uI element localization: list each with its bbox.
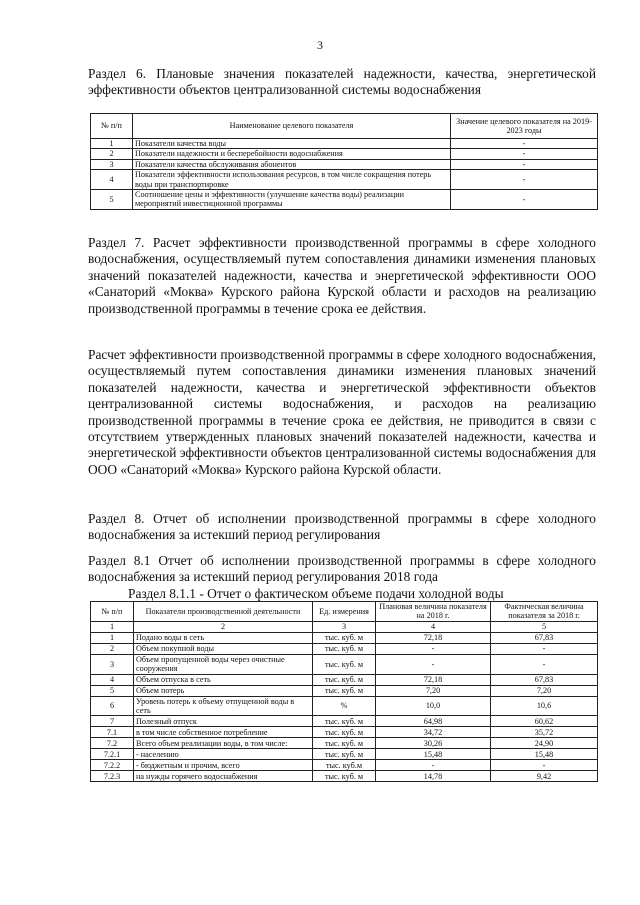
section-8-heading: Раздел 8. Отчет об исполнении производственной программы в сфере холодного водоснабжения за истекший период регулирования (88, 511, 596, 543)
header-cell: № п/п (91, 114, 133, 139)
table-cell: Показатели качества обслуживания абонентов (133, 159, 451, 169)
table-cell: - (451, 170, 598, 190)
table-header-row (91, 114, 598, 139)
table-cell: на нужды горячего водоснабжения (134, 771, 313, 782)
table-cell: тыс. куб. м (313, 716, 376, 727)
table-cell: - (491, 654, 598, 674)
table-row (91, 170, 598, 190)
table-cell: - (451, 190, 598, 210)
table-cell: Показатели эффективности использования ресурсов, в том числе сокращения потерь воды при транспортировке (133, 170, 451, 190)
table-cell: тыс. куб. м (313, 654, 376, 674)
table-cell: Объем отпуска в сеть (134, 674, 313, 685)
table-row (91, 159, 598, 169)
header-cell: Ед. измерения (313, 602, 376, 622)
table-cell: - (376, 760, 491, 771)
table-cell: 72,18 (376, 674, 491, 685)
table-cell: - (491, 643, 598, 654)
table-cell: 7.1 (91, 727, 134, 738)
table-cell: 3 (91, 159, 133, 169)
table-cell: 1 (91, 139, 133, 149)
table-row (91, 685, 598, 696)
section-7-heading: Раздел 7. Расчет эффективности производственной программы в сфере холодного водоснабжения, осуществляемый путем сопоставления динамики изменения плановых значений показателей надежности, качества и энергетической эффективности ООО «Санаторий «Моква» Курского района Курской области и расходов на реализацию производственной программы в течение срока ее действия. (88, 235, 596, 316)
table-cell: 5 (91, 685, 134, 696)
table-cell: 24,90 (491, 738, 598, 749)
table-cell: 2 (134, 621, 313, 632)
table-cell: 60,62 (491, 716, 598, 727)
table-cell: 5 (491, 621, 598, 632)
page-number: 3 (317, 38, 323, 52)
table-cell: 7.2 (91, 738, 134, 749)
table-cell: % (313, 696, 376, 716)
table-row (91, 771, 598, 782)
table-cell: 4 (376, 621, 491, 632)
table-cell: 7,20 (491, 685, 598, 696)
table-cell: Объем пропущенной воды через очистные сооружения (134, 654, 313, 674)
table-cell: 72,18 (376, 632, 491, 643)
table-cell: Объем потерь (134, 685, 313, 696)
table-cell: 10,6 (491, 696, 598, 716)
table-cell: 30,26 (376, 738, 491, 749)
table-cell: - (376, 643, 491, 654)
table-row (91, 139, 598, 149)
table-cell: - (451, 149, 598, 159)
table-row (91, 149, 598, 159)
table-cell: 3 (91, 654, 134, 674)
table-cell: Показатели надежности и бесперебойности водоснабжения (133, 149, 451, 159)
header-cell: Показатели производственной деятельности (134, 602, 313, 622)
table-cell: 1 (91, 621, 134, 632)
table-header-row (91, 602, 598, 622)
table-cell: 35,72 (491, 727, 598, 738)
table-cell: 7,20 (376, 685, 491, 696)
table-row (91, 760, 598, 771)
table-cell: - (451, 139, 598, 149)
table-cell: 7.2.2 (91, 760, 134, 771)
table-cell: тыс. куб. м (313, 685, 376, 696)
section-6-heading: Раздел 6. Плановые значения показателей надежности, качества, энергетической эффективности объектов централизованной системы водоснабжения (88, 66, 596, 98)
table-cell: 15,48 (376, 749, 491, 760)
header-cell: Плановая величина показателя на 2018 г. (376, 602, 491, 622)
table-cell: тыс. куб. м (313, 771, 376, 782)
table-row (91, 727, 598, 738)
table-row (91, 654, 598, 674)
table-cell: 64,98 (376, 716, 491, 727)
table-cell: 7 (91, 716, 134, 727)
table-cell: тыс. куб. м (313, 749, 376, 760)
table-row (91, 674, 598, 685)
table-cell: тыс. куб. м (313, 727, 376, 738)
table-cell: 7.2.1 (91, 749, 134, 760)
table-cell: 14,78 (376, 771, 491, 782)
table-row (91, 643, 598, 654)
table-row (91, 696, 598, 716)
table-cell: 34,72 (376, 727, 491, 738)
table-cell: 10,0 (376, 696, 491, 716)
table-cell: Соотношение цены и эффективности (улучшение качества воды) реализации мероприятий инвестиционной программы (133, 190, 451, 210)
header-cell: Наименование целевого показателя (133, 114, 451, 139)
table-cell: 5 (91, 190, 133, 210)
table-cell: - (451, 159, 598, 169)
table-row (91, 632, 598, 643)
table-cell: 2 (91, 149, 133, 159)
table-cell: Объем покупной воды (134, 643, 313, 654)
table-cell: 15,48 (491, 749, 598, 760)
table-cell: тыс. куб. м (313, 632, 376, 643)
table-cell: Показатели качества воды (133, 139, 451, 149)
table-cell: 4 (91, 674, 134, 685)
table-cell: тыс. куб. м (313, 738, 376, 749)
table-numbering-row (91, 621, 598, 632)
table-cell: 3 (313, 621, 376, 632)
table-cell: - (491, 760, 598, 771)
water-supply-report-table (90, 601, 598, 782)
table-cell: - населению (134, 749, 313, 760)
table-row (91, 749, 598, 760)
section-7-body: Расчет эффективности производственной программы в сфере холодного водоснабжения, осуществляемый путем сопоставления динамики изменения плановых значений показателей надежности, качества и энергетической эффективности объектов централизованной системы водоснабжения, и расходов на реализацию производственной программы в течение срока ее действия, не приводится в связи с отсутствием утвержденных плановых значений показателей надежности, качества и энергетической эффективности объектов централизованной системы водоснабжения для ООО «Санаторий «Моква» Курского района Курской области. (88, 347, 596, 477)
table-cell: в том числе собственное потребление (134, 727, 313, 738)
table-cell: тыс. куб. м (313, 643, 376, 654)
table-row (91, 738, 598, 749)
table-cell: тыс. куб. м (313, 674, 376, 685)
table-cell: - бюджетным и прочим, всего (134, 760, 313, 771)
table-cell: 4 (91, 170, 133, 190)
header-cell: Фактическая величина показателя за 2018 г. (491, 602, 598, 622)
header-cell: Значение целевого показателя на 2019-2023 годы (451, 114, 598, 139)
table-row (91, 190, 598, 210)
table-cell: 67,83 (491, 674, 598, 685)
table-cell: 2 (91, 643, 134, 654)
table-cell: 9,42 (491, 771, 598, 782)
table-cell: - (376, 654, 491, 674)
table-cell: тыс. куб.м (313, 760, 376, 771)
table-cell: Подано воды в сеть (134, 632, 313, 643)
table-cell: 67,83 (491, 632, 598, 643)
table-cell: 6 (91, 696, 134, 716)
table-cell: Всего объем реализации воды, в том числе: (134, 738, 313, 749)
table-cell: Полезный отпуск (134, 716, 313, 727)
header-cell: № п/п (91, 602, 134, 622)
target-indicators-table (90, 113, 598, 210)
section-8-1-heading: Раздел 8.1 Отчет об исполнении производственной программы в сфере холодного водоснабжения за истекший период регулирования 2018 года (88, 553, 596, 585)
table-cell: Уровень потерь к объему отпущенной воды в сеть (134, 696, 313, 716)
table-row (91, 716, 598, 727)
table-cell: 1 (91, 632, 134, 643)
table-cell: 7.2.3 (91, 771, 134, 782)
table-caption: Раздел 8.1.1 - Отчет о фактическом объеме подачи холодной воды (128, 586, 504, 601)
